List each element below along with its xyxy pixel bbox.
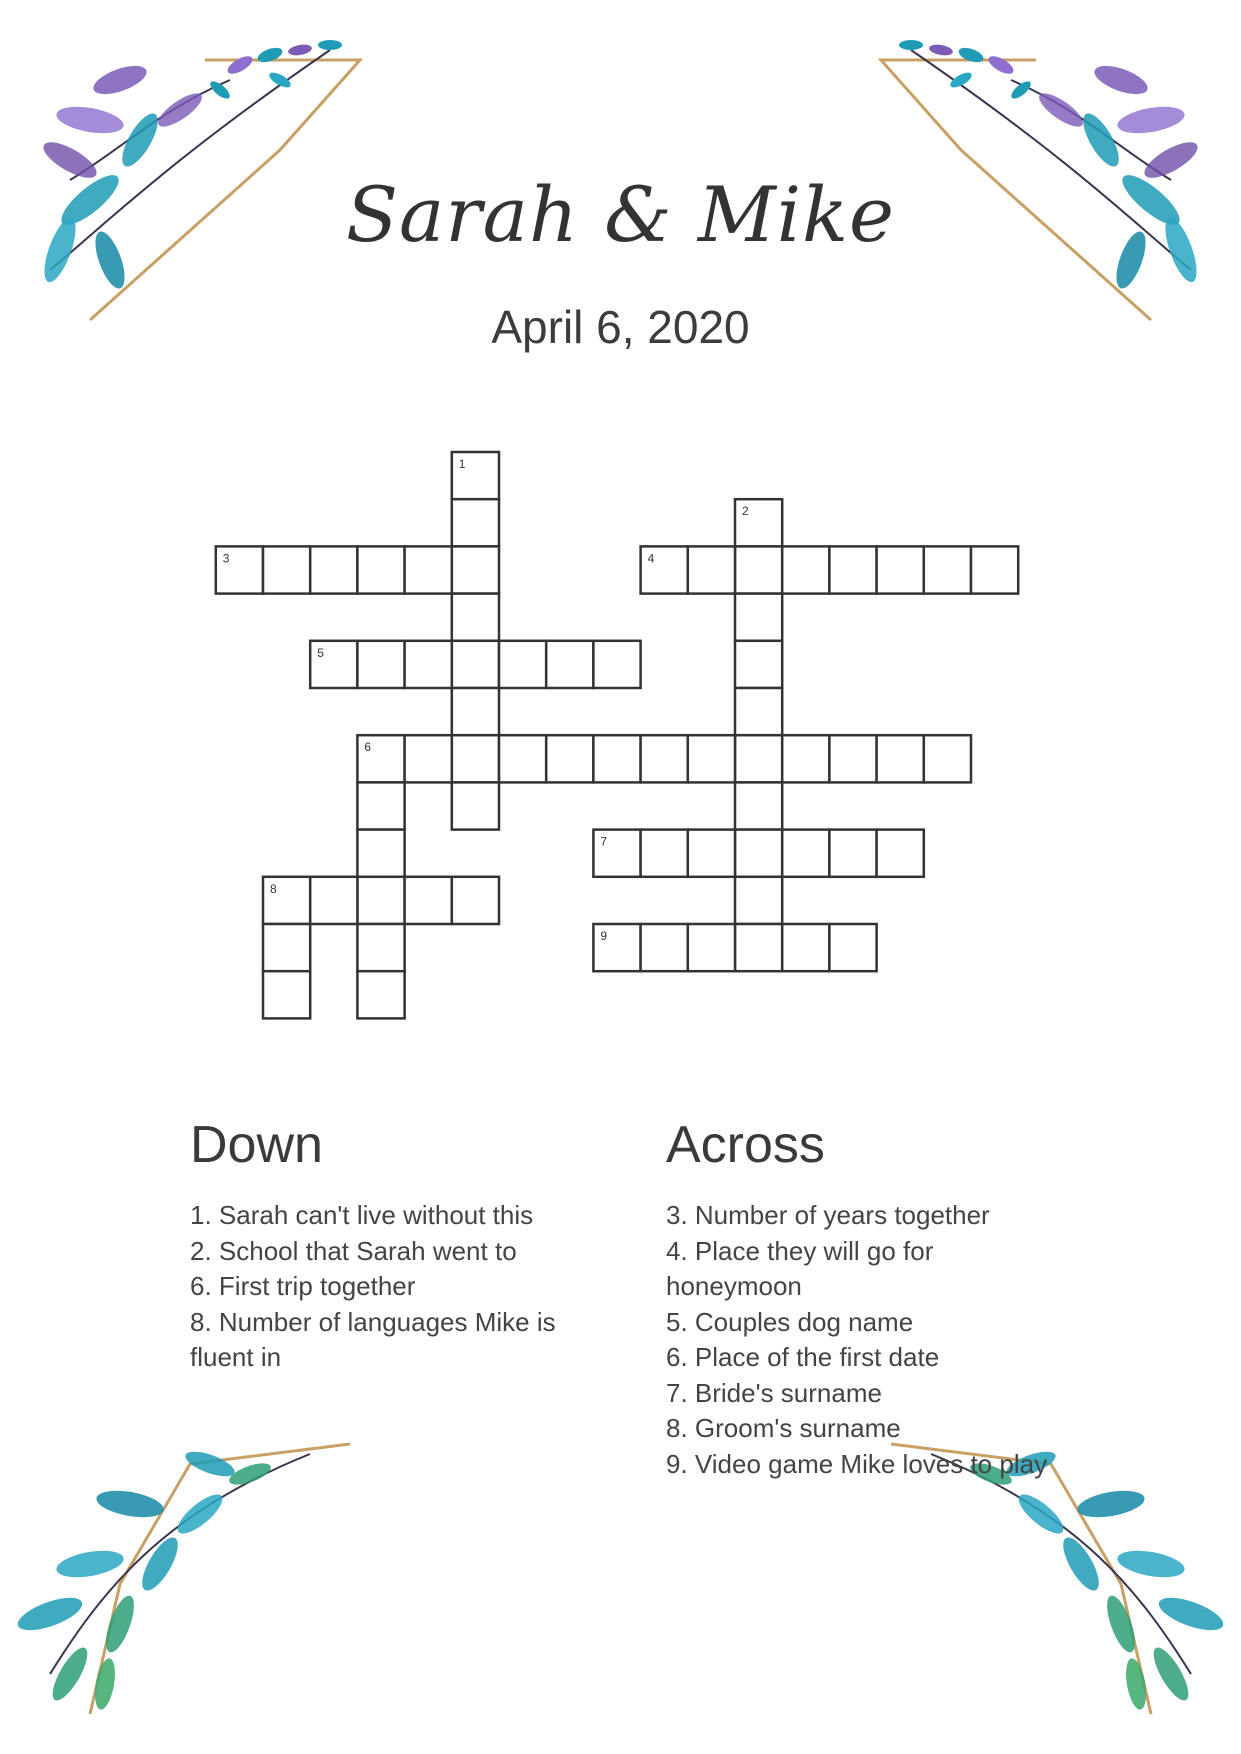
- crossword-cell[interactable]: [924, 546, 971, 593]
- crossword-cell[interactable]: [735, 782, 782, 829]
- crossword-cell[interactable]: [452, 782, 499, 829]
- across-heading: Across: [666, 1116, 825, 1174]
- crossword-cell[interactable]: [452, 641, 499, 688]
- crossword-clue-number: 4: [647, 551, 655, 566]
- crossword-clue-number: 6: [364, 740, 372, 755]
- crossword-cell[interactable]: [452, 688, 499, 735]
- crossword-cell[interactable]: [452, 594, 499, 641]
- down-clue: 6. First trip together: [190, 1271, 416, 1301]
- crossword-cell[interactable]: [735, 641, 782, 688]
- crossword-cell[interactable]: [499, 735, 546, 782]
- crossword-cell[interactable]: [688, 830, 735, 877]
- crossword-cell[interactable]: [782, 735, 829, 782]
- crossword-cell[interactable]: [782, 546, 829, 593]
- down-clue: 8. Number of languages Mike is fluent in: [190, 1306, 556, 1372]
- crossword-clue-number: 1: [458, 457, 466, 471]
- crossword-cell[interactable]: [735, 688, 782, 735]
- crossword-cell[interactable]: [735, 735, 782, 782]
- crossword-cell[interactable]: [877, 546, 924, 593]
- crossword-cell[interactable]: [735, 594, 782, 641]
- crossword-cell[interactable]: [405, 735, 452, 782]
- crossword-cell[interactable]: [593, 641, 640, 688]
- crossword-clue-number: 8: [270, 881, 277, 896]
- across-clue: 3. Number of years together: [666, 1200, 990, 1230]
- crossword-cell[interactable]: [641, 735, 688, 782]
- crossword-cell[interactable]: [405, 546, 452, 593]
- floral-corner-bottom-left: [10, 1414, 370, 1734]
- crossword-cell[interactable]: [357, 830, 404, 877]
- crossword-cell[interactable]: [593, 735, 640, 782]
- crossword-clue-number: 7: [600, 834, 608, 849]
- crossword-cell[interactable]: [829, 546, 876, 593]
- down-heading: Down: [190, 1116, 323, 1174]
- down-clue: 1. Sarah can't live without this: [190, 1200, 534, 1230]
- crossword-cell[interactable]: [688, 735, 735, 782]
- across-clue: 6. Place of the first date: [666, 1342, 940, 1372]
- crossword-cell[interactable]: [593, 924, 640, 971]
- crossword-cell[interactable]: [641, 546, 688, 593]
- crossword-cell[interactable]: [357, 546, 404, 593]
- crossword-cell[interactable]: [357, 971, 404, 1018]
- crossword-cell[interactable]: [546, 735, 593, 782]
- crossword-cell[interactable]: [263, 924, 310, 971]
- crossword-clue-number: 9: [600, 929, 608, 943]
- crossword-cell[interactable]: [357, 782, 404, 829]
- crossword-cell[interactable]: [782, 924, 829, 971]
- crossword-cell[interactable]: [688, 924, 735, 971]
- crossword-cell[interactable]: [263, 971, 310, 1018]
- crossword-cell[interactable]: [263, 877, 310, 924]
- crossword-cell[interactable]: [357, 735, 404, 782]
- crossword-cell[interactable]: [452, 499, 499, 546]
- crossword-cell[interactable]: [971, 546, 1018, 593]
- crossword-clue-number: 3: [222, 551, 230, 566]
- crossword-cell[interactable]: [829, 735, 876, 782]
- across-clue: 8. Groom's surname: [666, 1413, 901, 1443]
- across-clue: 9. Video game Mike loves to play: [666, 1448, 1048, 1479]
- crossword-cell[interactable]: [877, 830, 924, 877]
- crossword-cell[interactable]: [782, 830, 829, 877]
- crossword-cell[interactable]: [641, 924, 688, 971]
- crossword-clue-number: 2: [742, 504, 749, 519]
- crossword-cell[interactable]: [452, 735, 499, 782]
- crossword-cell[interactable]: [499, 641, 546, 688]
- crossword-cell[interactable]: [593, 830, 640, 877]
- crossword-cell[interactable]: [829, 924, 876, 971]
- crossword-cell[interactable]: [829, 830, 876, 877]
- crossword-cell[interactable]: [405, 877, 452, 924]
- crossword-cell[interactable]: [641, 830, 688, 877]
- wedding-date: April 6, 2020: [491, 301, 750, 353]
- crossword-cell[interactable]: [452, 546, 499, 593]
- crossword-cell[interactable]: [216, 546, 263, 593]
- crossword-cell[interactable]: [735, 877, 782, 924]
- crossword-cell[interactable]: [310, 546, 357, 593]
- crossword-cell[interactable]: [357, 641, 404, 688]
- crossword-cell[interactable]: [877, 735, 924, 782]
- crossword-cell[interactable]: [310, 641, 357, 688]
- crossword-clue-number: 5: [317, 645, 324, 660]
- crossword-cell[interactable]: [924, 735, 971, 782]
- crossword-cell[interactable]: [263, 546, 310, 593]
- crossword-cell[interactable]: [735, 499, 782, 546]
- crossword-cell[interactable]: [735, 546, 782, 593]
- crossword-cell[interactable]: [405, 641, 452, 688]
- across-clue: 7. Bride's surname: [666, 1377, 882, 1408]
- across-clue-list: [666, 1198, 1056, 1482]
- crossword-cell[interactable]: [735, 830, 782, 877]
- crossword-cell[interactable]: [735, 924, 782, 971]
- crossword-cell[interactable]: [357, 877, 404, 924]
- across-clue: 4. Place they will go for honeymoon: [666, 1235, 934, 1301]
- crossword-cell[interactable]: [688, 546, 735, 593]
- crossword-cell[interactable]: [310, 877, 357, 924]
- crossword-cell[interactable]: [452, 452, 499, 499]
- across-clue: 5. Couples dog name: [666, 1306, 914, 1337]
- crossword-cell[interactable]: [357, 924, 404, 971]
- down-clue: 2. School that Sarah went to: [190, 1235, 517, 1266]
- down-clue-list: [190, 1198, 590, 1376]
- crossword-cell[interactable]: [452, 877, 499, 924]
- crossword-cell[interactable]: [546, 641, 593, 688]
- couple-names-title: Sarah & Mike: [345, 170, 896, 259]
